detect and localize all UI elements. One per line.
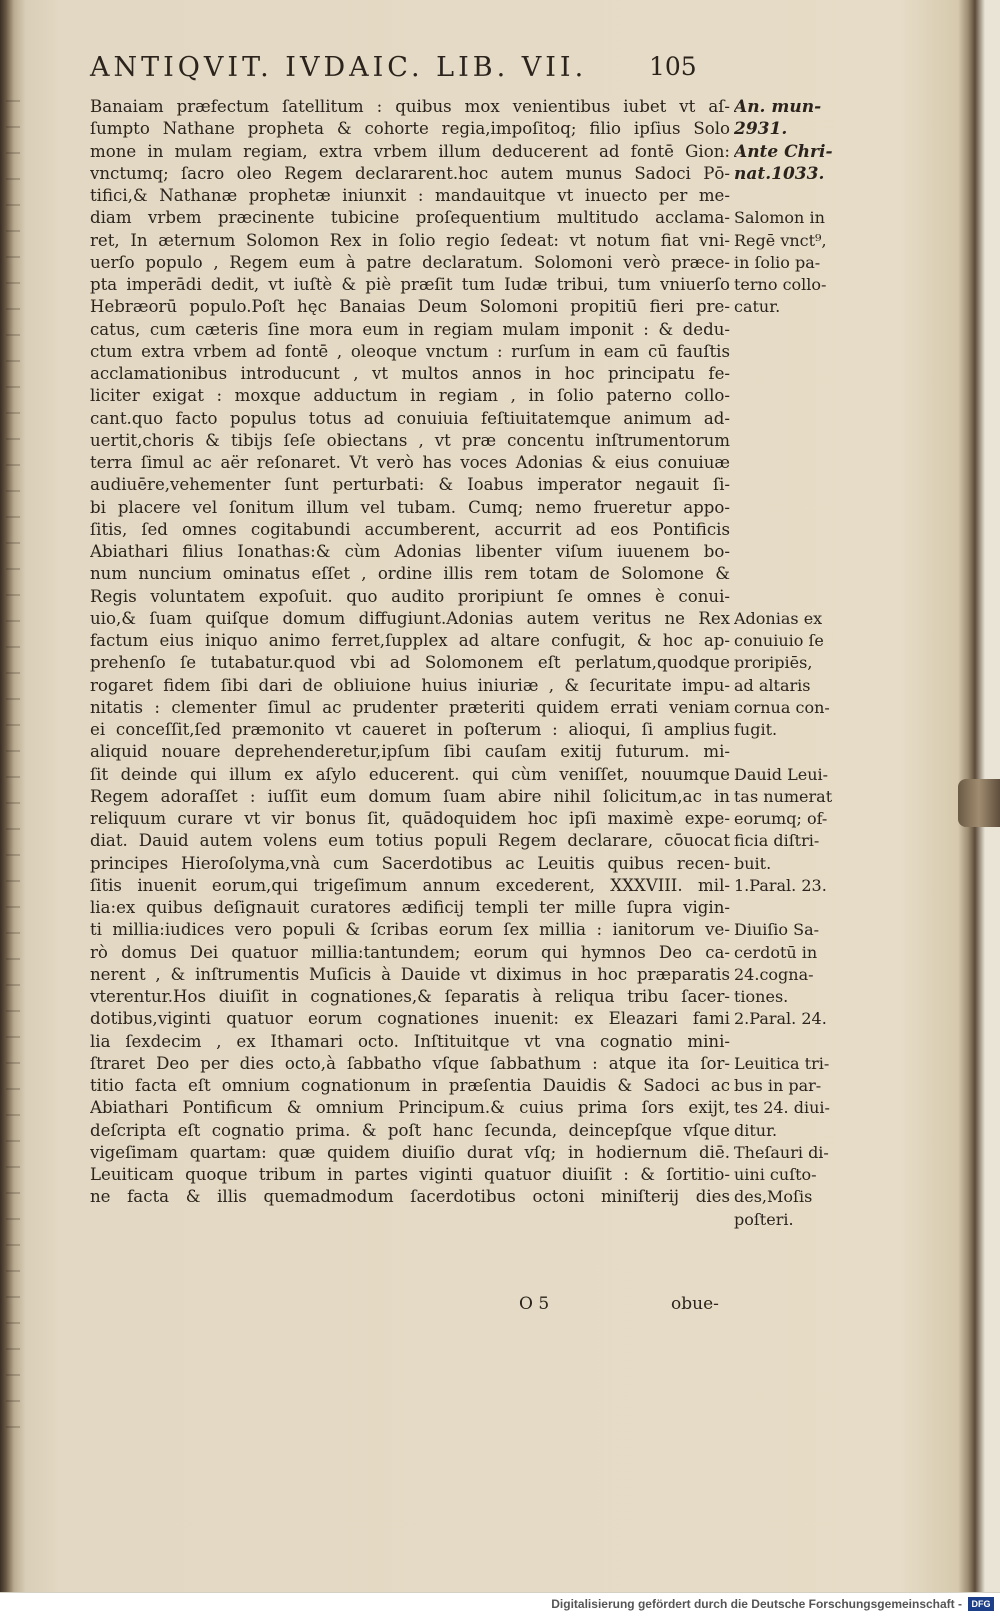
- marginal-note-line: cerdotū in: [734, 942, 818, 962]
- text-line: uertit,choris & tibijs ſeſe obiectans , vt præ concentu inſtrumentorum: [90, 430, 730, 450]
- text-line: aliquid nouare deprehenderetur,ipſum ſibi cauſam exitij futurum. mi-: [90, 742, 730, 762]
- text-line: ſit deinde qui illum ex aſylo educerent. qui cùm veniſſet, nouumque: [90, 764, 730, 784]
- marginal-note: [734, 96, 844, 185]
- marginal-note-line: 2931.: [734, 119, 788, 140]
- text-line: titio facta eſt omnium cognationum in præſentia Dauidis & Sadoci ac: [90, 1076, 730, 1095]
- text-line: diam vrbem præcinente tubicine proſequentium multitudo acclama-: [90, 208, 730, 228]
- marginal-note: [734, 1142, 844, 1231]
- page-number: 105: [649, 52, 697, 81]
- marginal-note: [734, 875, 844, 897]
- text-line: Hebræorū populo.Poſt hęc Banaias Deum Solomoni propitiū fieri pre-: [90, 297, 730, 317]
- text-line: reliquum curare vt vir bonus ſit, quādoquidem hoc ipſi maximè expe-: [90, 809, 730, 828]
- marginal-note-line: Theſauri di-: [734, 1142, 829, 1162]
- dfg-logo: DFG: [968, 1597, 994, 1611]
- text-line: ſitis inuenit eorum,qui trigeſimum annum excederent, XXXVIII. mil-: [90, 875, 730, 895]
- marginal-note-line: 24.cogna-: [734, 964, 814, 984]
- text-line: Abiathari filius Ionathas:& cùm Adonias libenter viſum iuuenem bo-: [90, 542, 730, 561]
- text-line: catus, cum cæteris ſine mora eum in regiam mulam imponit : & dedu-: [90, 319, 730, 339]
- marginal-note-line: Leuitica tri-: [734, 1053, 830, 1073]
- marginal-note-line: fugit.: [734, 720, 778, 739]
- marginal-note-line: terno collo-: [734, 275, 827, 294]
- marginal-note-line: proripiēs,: [734, 653, 813, 673]
- gutter-bleed: [6, 100, 20, 1450]
- marginal-note-line: in ſolio pa-: [734, 252, 821, 272]
- text-line: lia ſexdecim , ex Ithamari octo. Inſtituitque vt vna cognatio mini-: [90, 1031, 730, 1051]
- marginal-note-line: Ante Chri-: [734, 141, 833, 162]
- marginal-note-line: ditur.: [734, 1120, 778, 1140]
- text-line: uerſo populo , Regem eum à patre declaratum. Solomoni verò præce-: [90, 252, 730, 272]
- text-line: uio,& ſuam quiſque domum diffugiunt.Adonias autem veritus ne Rex: [90, 608, 730, 628]
- text-line: Abiathari Pontificum & omnium Principum.& cuius prima ſors exijt,: [90, 1098, 730, 1118]
- running-header: [90, 52, 730, 86]
- marginal-note: [734, 207, 844, 318]
- marginal-note-line: tes 24. diui-: [734, 1098, 830, 1118]
- running-title: ANTIQVIT. IVDAIC. LIB. VII.: [90, 52, 588, 83]
- signature-mark: O 5: [519, 1294, 550, 1314]
- text-line: pta imperādi dedit, vt iuſtè & piè præſit tum Iudæ tribui, tum vniuerſo: [90, 275, 730, 294]
- text-line: lia:ex quibus deſignauit curatores ædificij templi ter mille ſupra vigin-: [90, 898, 730, 917]
- text-line: vnctumq; ſacro oleo Regem declararent.hoc autem munus Sadoci Pō-: [90, 163, 730, 183]
- marginal-note-line: 2.Paral. 24.: [734, 1009, 827, 1029]
- marginal-note-line: cornua con-: [734, 697, 830, 717]
- marginal-note-line: des,Moſis: [734, 1187, 813, 1207]
- marginal-note-line: Dauid Leui-: [734, 764, 829, 784]
- text-line: ſitis, ſed omnes cogitabundi accumberent, accurrit ad eos Pontificis: [90, 519, 730, 539]
- text-line: mone in mulam regiam, extra vrbem illum deducerent ad fontē Gion:: [90, 141, 730, 161]
- marginal-note-line: ad altaris: [734, 675, 811, 695]
- marginal-note-line: tiones.: [734, 987, 789, 1006]
- text-line: nerent , & inſtrumentis Muſicis à Dauide vt diximus in hoc præparatis: [90, 964, 730, 984]
- marginal-note-line: uini cuſto-: [734, 1165, 817, 1184]
- marginal-note-line: conuiuio ſe: [734, 631, 824, 650]
- text-line: diat. Dauid autem volens eum totius populi Regem declarare, cōuocat: [90, 831, 730, 851]
- marginal-note: [734, 764, 844, 875]
- text-line: acclamationibus introducunt , vt multos annos in hoc principatu fe-: [90, 364, 730, 383]
- text-line: prehenſo ſe tutabatur.quod vbi ad Solomonem eſt perlatum,quodque: [90, 653, 730, 673]
- main-text-block: [90, 96, 730, 1209]
- text-line: Regis voluntatem expoſuit. quo audito proripiunt ſe omnes è conui-: [90, 586, 730, 606]
- marginal-note-line: Adonias ex: [734, 608, 823, 628]
- text-line: ſtraret Deo per dies octo,à ſabbatho vſque ſabbathum : atque ita ſor-: [90, 1053, 730, 1073]
- marginal-note-line: poſteri.: [734, 1209, 794, 1229]
- text-line: ſumpto Nathane propheta & cohorte regia,impoſitoq; filio ipſius Solo: [90, 119, 730, 139]
- marginal-note-line: Regē vnct⁹,: [734, 230, 827, 250]
- text-line: vterentur.Hos diuiſit in cognationes,& ſeparatis à reliqua tribu ſacer-: [90, 987, 730, 1006]
- marginal-note-line: Diuiſio Sa-: [734, 920, 820, 940]
- text-line: num nuncium ominatus eſſet , ordine illis rem totam de Solomone &: [90, 564, 730, 584]
- marginal-note-line: Salomon in: [734, 208, 825, 228]
- marginal-note: [734, 919, 844, 1008]
- text-line: ti millia:iudices vero populi & ſcribas eorum ſex millia : ianitorum ve-: [90, 920, 730, 940]
- catchword: obue-: [671, 1294, 719, 1314]
- marginal-note-line: nat.1033.: [734, 163, 825, 184]
- marginal-note-line: buit.: [734, 853, 772, 873]
- marginal-note-line: bus in par-: [734, 1076, 822, 1095]
- text-line: factum eius iniquo animo ferret,ſupplex ad altare confugit, & hoc ap-: [90, 631, 730, 650]
- marginal-note-line: eorumq; of-: [734, 809, 828, 828]
- text-line: vigeſimam quartam: quæ quidem diuiſio durat vſq; in hodiernum diē.: [90, 1142, 730, 1162]
- text-line: terra ſimul ac aër reſonaret. Vt verò has voces Adonias & eius conuiuæ: [90, 453, 730, 472]
- text-line: principes Hieroſolyma,vnà cum Sacerdotibus ac Leuitis quibus recen-: [90, 853, 730, 873]
- marginal-note-line: An. mun-: [734, 97, 822, 117]
- text-line: nitatis : clementer ſimul ac prudenter præteriti quidem errati veniam: [90, 697, 730, 717]
- text-line: dotibus,viginti quatuor eorum cognationes inuenit: ex Eleazari fami: [90, 1009, 730, 1029]
- marginal-note: [734, 1008, 844, 1030]
- text-line: cant.quo facto populus totus ad conuiuia feſtiuitatemque animum ad-: [90, 408, 730, 428]
- text-line: tifici,& Nathanæ prophetæ iniunxit : mandauitque vt inuecto per me-: [90, 186, 730, 205]
- page-tab-marker: [958, 779, 1000, 827]
- text-line: deſcripta eſt cognatio prima. & poſt hanc ſecunda, deincepſque vſque: [90, 1120, 730, 1140]
- text-line: ret, In æternum Solomon Rex in ſolio regio ſedeat: vt notum fiat vni-: [90, 230, 730, 250]
- text-line: rogaret fidem ſibi dari de obliuione huius iniuriæ , & ſecuritate impu-: [90, 675, 730, 695]
- text-line: audiuēre,vehementer ſunt perturbati: & Ioabus imperator negauit ſi-: [90, 475, 730, 495]
- text-line: liciter exigat : moxque adductum in regiam , in ſolio paterno collo-: [90, 386, 730, 406]
- text-line: ne facta & illis quemadmodum ſacerdotibus octoni miniſterij dies: [90, 1187, 730, 1207]
- text-line: ei conceſſit,ſed præmonito vt caueret in poſterum : alioqui, ſi amplius: [90, 720, 730, 739]
- text-line: Leuiticam quoque tribum in partes viginti quatuor diuiſit : & ſortitio-: [90, 1165, 730, 1184]
- marginal-note-line: ficia diſtri-: [734, 831, 820, 851]
- footer-credit: Digitalisierung gefördert durch die Deutsche Forschungsgemeinschaft -: [551, 1597, 962, 1611]
- text-line: Regem adoraſſet : iuſſit eum domum ſuam abire nihil ſolicitum,ac in: [90, 786, 730, 806]
- text-line: rò domus Dei quatuor millia:tantundem; eorum qui hymnos Deo ca-: [90, 942, 730, 962]
- text-line: bi placere vel ſonitum illum vel tubam. Cumq; nemo frueretur appo-: [90, 497, 730, 517]
- text-line: ctum extra vrbem ad fontē , oleoque vnctum : rurſum in eam cū fauſtis: [90, 341, 730, 361]
- digitization-footer: [0, 1592, 1000, 1616]
- marginal-note-line: 1.Paral. 23.: [734, 875, 827, 895]
- marginal-note-line: tas numerat: [734, 786, 833, 806]
- text-line: Banaiam præfectum ſatellitum : quibus mox venientibus iubet vt aſ-: [90, 97, 730, 116]
- marginal-note-line: catur.: [734, 297, 781, 317]
- marginal-note: [734, 608, 844, 742]
- marginal-note: [734, 1053, 844, 1142]
